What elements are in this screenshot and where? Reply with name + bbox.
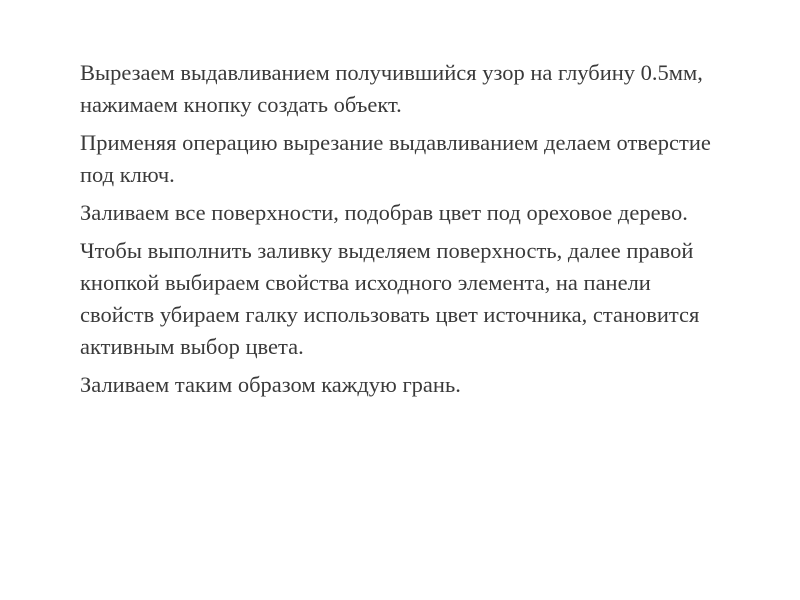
paragraph-3: Заливаем все поверхности, подобрав цвет под ореховое дерево. <box>80 200 688 225</box>
paragraph-5: Заливаем таким образом каждую грань. <box>80 372 461 397</box>
paragraph-4: Чтобы выполнить заливку выделяем поверхность, далее правой кнопкой выбираем свойства исходного элемента, на панели свойств убираем галку использовать цвет источника, становится активным выбор цвета. <box>80 238 700 359</box>
body-text <box>80 57 730 407</box>
paragraph-1: Вырезаем выдавливанием получившийся узор на глубину 0.5мм, нажимаем кнопку создать объект. <box>80 60 703 117</box>
paragraph-2: Применяя операцию вырезание выдавливанием делаем отверстие под ключ. <box>80 130 711 187</box>
